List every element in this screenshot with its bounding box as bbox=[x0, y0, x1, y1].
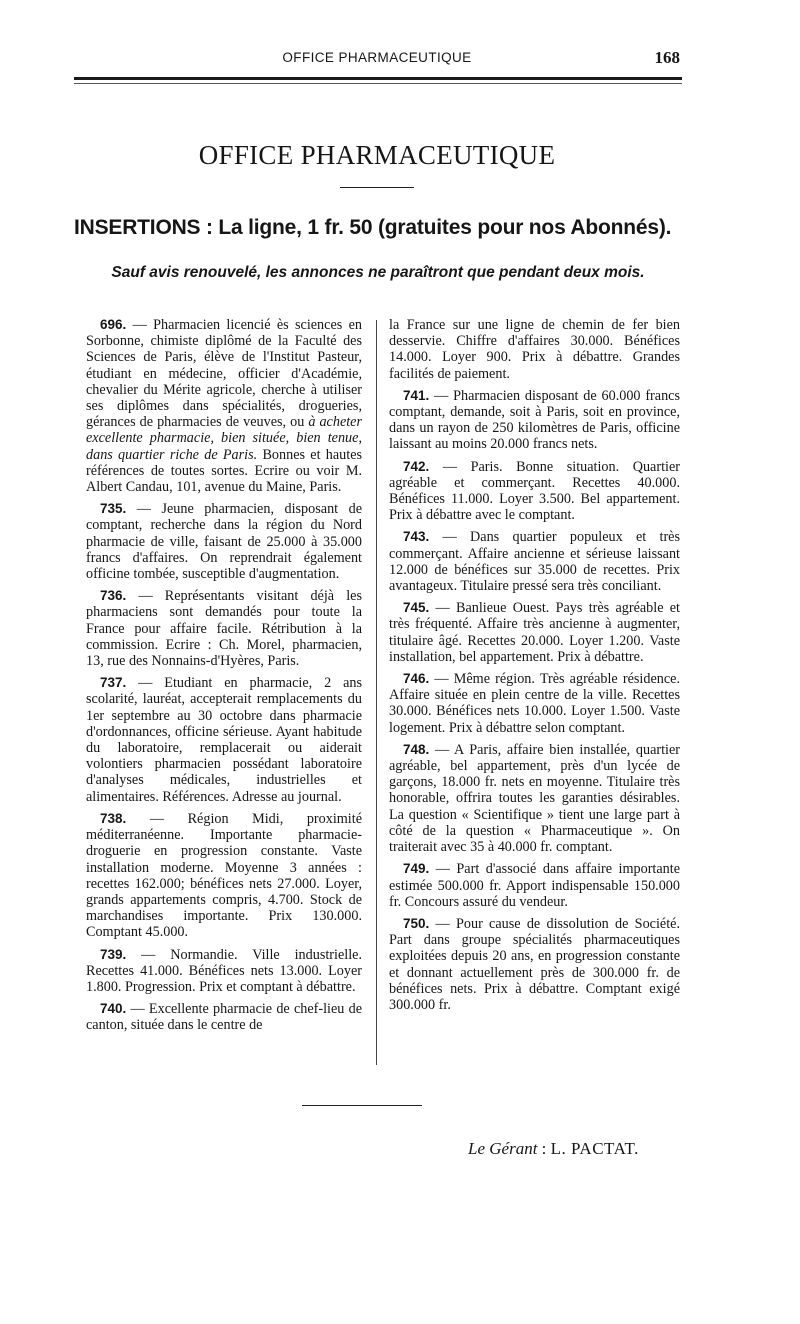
title-rule bbox=[340, 187, 414, 188]
ad-text: — Région Midi, proximité méditerranéenne. Importante pharmacie-droguerie en progression constante. Vaste installation moderne. Moyenne 3 années : recettes 162.000; bénéfices nets 27.000. Loyer, grands appartements compris, 4.700. Stock de marchandises importante. Prix 130.000. Comptant 45.000. bbox=[86, 810, 362, 941]
ad-number: 696. bbox=[100, 317, 127, 332]
ad-text: — Normandie. Ville industrielle. Recettes 41.000. Bénéfices nets 13.000. Loyer 1.800. Progression. Prix et comptant à débattre. bbox=[86, 946, 362, 995]
ad-text: — Dans quartier populeux et très commerçant. Affaire ancienne et sérieuse laissant 12.000 de bénéfices sur 35.000 de recettes. Prix avantageux. Titulaire pressé sera très conciliant. bbox=[389, 529, 680, 595]
signature-separator: : bbox=[537, 1139, 551, 1158]
ad-text: — Jeune pharmacien, disposant de comptant, recherche dans la région du Nord pharmacie de ville, faisant de 25.000 à 35.000 francs d'affaires. On reprendrait également officine tombée, susceptible d'augmentation. bbox=[86, 501, 362, 583]
ad-number: 750. bbox=[403, 915, 430, 931]
ad-text: la France sur une ligne de chemin de fer bien desservie. Chiffre d'affaires 30.000. Bénéfices 14.000. Loyer 900. Prix à débattre. Grandes facilités de paiement. bbox=[389, 317, 680, 382]
left-column bbox=[86, 317, 362, 1040]
ad-number: 745. bbox=[403, 600, 430, 616]
classified-ad bbox=[389, 459, 680, 524]
classified-ad bbox=[86, 811, 362, 941]
ad-number: 746. bbox=[403, 671, 430, 687]
page-number: 168 bbox=[654, 48, 680, 67]
signature-label: Le Gérant bbox=[468, 1139, 538, 1158]
notice-text: Sauf avis renouvelé, les annonces ne paraîtront que pendant deux mois. bbox=[111, 264, 645, 281]
ad-number: 739. bbox=[100, 946, 127, 962]
ad-number: 742. bbox=[403, 458, 430, 474]
ad-text: à acheter excellente pharmacie, bien située, bien tenue, dans quartier riche de Paris. bbox=[86, 414, 362, 463]
ad-text: — Même région. Très agréable résidence. Affaire située en plein centre de la ville. Recettes 30.000. Bénéfices nets 10.000. Loyer 1.500. Vaste logement. Prix à débattre selon comptant. bbox=[389, 671, 680, 736]
ad-text: — Excellente pharmacie de chef-lieu de canton, située dans le centre de bbox=[86, 1001, 362, 1034]
ad-text: — Banlieue Ouest. Pays très agréable et très fréquenté. Affaire très ancienne à augmenter, titulaire âgé. Recettes 20.000. Loyer 1.200. Vaste installation, bel appartement. Prix à débattre. bbox=[389, 600, 680, 665]
ad-number: 740. bbox=[100, 1001, 127, 1017]
classified-ad bbox=[86, 1001, 362, 1033]
classified-ad bbox=[389, 861, 680, 910]
ad-text: — Paris. Bonne situation. Quartier agréable et commerçant. Recettes 40.000. Bénéfices 11.000. Loyer 3.500. Bel appartement. Prix à débattre avec le comptant. bbox=[389, 458, 680, 524]
ad-number: 736. bbox=[100, 588, 127, 604]
running-head bbox=[74, 50, 680, 72]
ad-number: 737. bbox=[100, 675, 127, 691]
signature-name: L. PACTAT. bbox=[550, 1139, 639, 1158]
header-rule bbox=[74, 77, 682, 80]
header-rule-thin bbox=[74, 83, 682, 84]
ad-text: — Part d'associé dans affaire importante estimée 500.000 fr. Apport indispensable 150.000 fr. Concours assuré du vendeur. bbox=[389, 861, 680, 910]
ad-text: — Pharmacien licencié ès sciences en Sorbonne, chimiste diplômé de la Faculté des Sciences de Paris, élève de l'Institut Pasteur, étudiant en médecine, officier d'Académie, chevalier du Mérite agricole, cherche à utiliser ses diplômes dans spécialités, drogueries, gérances de pharmacies de veuves, ou bbox=[86, 317, 362, 431]
classified-ad bbox=[389, 388, 680, 453]
ad-text: — Représentants visitant déjà les pharmaciens sont demandés pour toute la France pour affaire facile. Rétribution à la commission. Ecrire : Ch. Morel, pharmacien, 13, rue des Nonnains-d'Hyères, Paris. bbox=[86, 588, 362, 670]
ad-text: — Etudiant en pharmacie, 2 ans scolarité, lauréat, accepterait remplacements du 1er septembre au 30 octobre dans pharmacie d'ordonnances, officine sérieuse. Ayant habitude du laboratoire, remplacerait ou aiderait volontiers pharmacien possédant laboratoire d'analyses médicales, industrielles et alimentaires. Références. Adresse au journal. bbox=[86, 675, 362, 805]
classified-ad bbox=[86, 675, 362, 805]
running-head-title: OFFICE PHARMACEUTIQUE bbox=[282, 50, 472, 65]
ad-number: 748. bbox=[403, 741, 430, 757]
insertions-rate: INSERTIONS : La ligne, 1 fr. 50 (gratuites pour nos Abonnés). bbox=[74, 216, 672, 239]
right-column bbox=[389, 317, 680, 1019]
ad-text: — Pharmacien disposant de 60.000 francs comptant, demande, soit à Paris, soit en province, dans un rayon de 250 kilomètres de Paris, officine laissant au moins 20.000 francs nets. bbox=[389, 387, 680, 453]
ad-number: 743. bbox=[403, 529, 430, 545]
signature bbox=[468, 1139, 639, 1159]
ad-text: — A Paris, affaire bien installée, quartier agréable, bel appartement, près d'un lycée de garçons, 18.000 fr. nets en moyenne. Titulaire très honorable, offrira toutes les garanties désirables. La question « Scientifique » tient une large part à côté de la question « Pharmaceutique ». On traiterait avec 35 à 40.000 fr. comptant. bbox=[389, 741, 680, 856]
classified-ad bbox=[389, 600, 680, 665]
column-divider bbox=[376, 320, 377, 1065]
classified-ad bbox=[389, 317, 680, 382]
ad-number: 735. bbox=[100, 501, 127, 517]
footer-rule bbox=[302, 1105, 422, 1106]
ad-text: Bonnes et hautes références de toutes sortes. Ecrire ou voir M. Albert Candau, 101, avenue du Maine, Paris. bbox=[86, 446, 363, 496]
classified-ad bbox=[389, 671, 680, 736]
classified-ad bbox=[389, 742, 680, 855]
ad-number: 741. bbox=[403, 387, 430, 403]
classified-ad bbox=[86, 501, 362, 582]
page-title: OFFICE PHARMACEUTIQUE bbox=[198, 140, 556, 170]
classified-ad bbox=[86, 947, 362, 996]
ad-text: — Pour cause de dissolution de Société. Part dans groupe spécialités pharmaceutiques exploitées depuis 20 ans, en progression constante et donnant actuellement près de 300.000 fr. de bénéfices nets. Prix à débattre. Comptant exigé 300.000 fr. bbox=[389, 915, 680, 1013]
classified-ad bbox=[389, 916, 680, 1013]
classified-ad bbox=[86, 588, 362, 669]
classified-ad bbox=[389, 529, 680, 594]
classified-ad bbox=[86, 317, 362, 495]
ad-number: 738. bbox=[100, 810, 127, 826]
ad-number: 749. bbox=[403, 861, 430, 877]
